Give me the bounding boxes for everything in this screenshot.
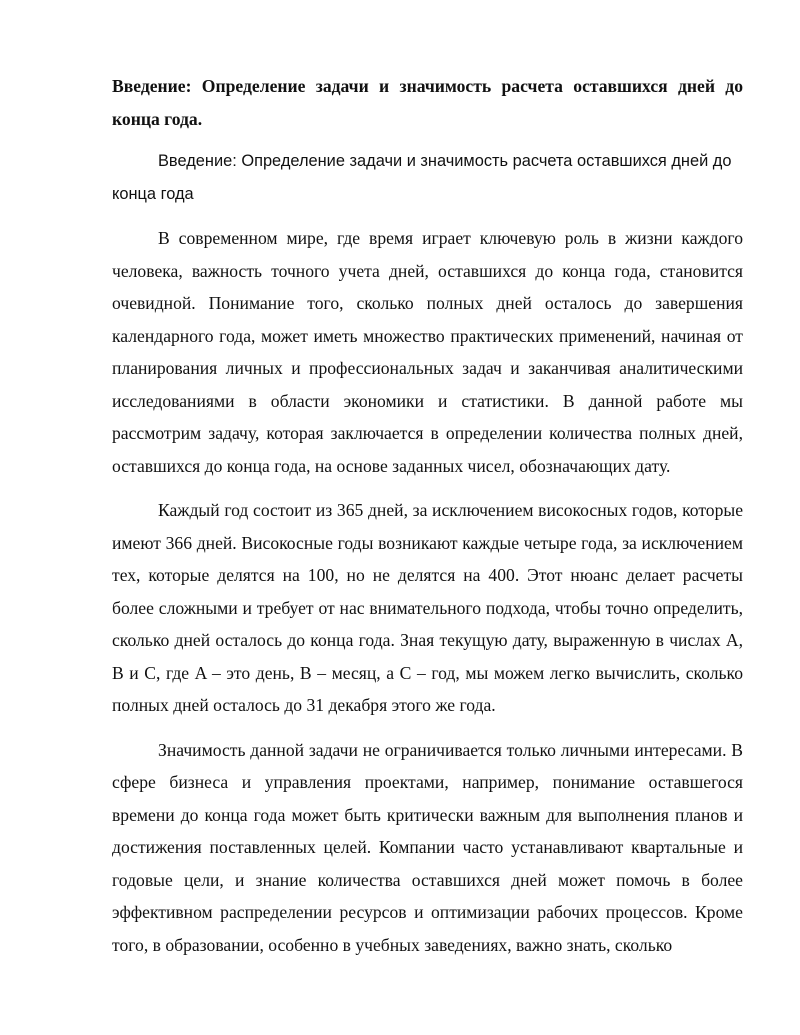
paragraph-1: В современном мире, где время играет ключевую роль в жизни каждого человека, важность точного учета дней, оставшихся до конца года, становится очевидной. Понимание того, сколько полных дней осталось до завершения календарного года, может иметь множество практических применений, начиная от планирования личных и профессиональных задач и заканчивая аналитическими исследованиями в области экономики и статистики. В данной работе мы рассмотрим задачу, которая заключается в определении количества полных дней, оставшихся до конца года, на основе заданных чисел, обозначающих дату. bbox=[112, 228, 743, 476]
document-heading: Введение: Определение задачи и значимость расчета оставшихся дней до конца года. bbox=[112, 76, 743, 129]
paragraph-2: Каждый год состоит из 365 дней, за исключением високосных годов, которые имеют 366 дней. Високосные годы возникают каждые четыре года, за исключением тех, которые делятся на 100, но не делятся на 400. Этот нюанс делает расчеты более сложными и требует от нас внимательного подхода, чтобы точно определить, сколько дней осталось до конца года. Зная текущую дату, выраженную в числах A, B и C, где A – это день, B – месяц, а C – год, мы можем легко вычислить, сколько полных дней осталось до 31 декабря этого же года. bbox=[112, 500, 743, 715]
section-subtitle: Введение: Определение задачи и значимость расчета оставшихся дней до конца года bbox=[112, 152, 732, 203]
paragraph-3: Значимость данной задачи не ограничивается только личными интересами. В сфере бизнеса и управления проектами, например, понимание оставшегося времени до конца года может быть критически важным для выполнения планов и достижения поставленных целей. Компании часто устанавливают квартальные и годовые цели, и знание количества оставшихся дней может помочь в более эффективном распределении ресурсов и оптимизации рабочих процессов. Кроме того, в образовании, особенно в учебных заведениях, важно знать, сколько bbox=[112, 739, 743, 955]
document-page bbox=[112, 70, 743, 973]
